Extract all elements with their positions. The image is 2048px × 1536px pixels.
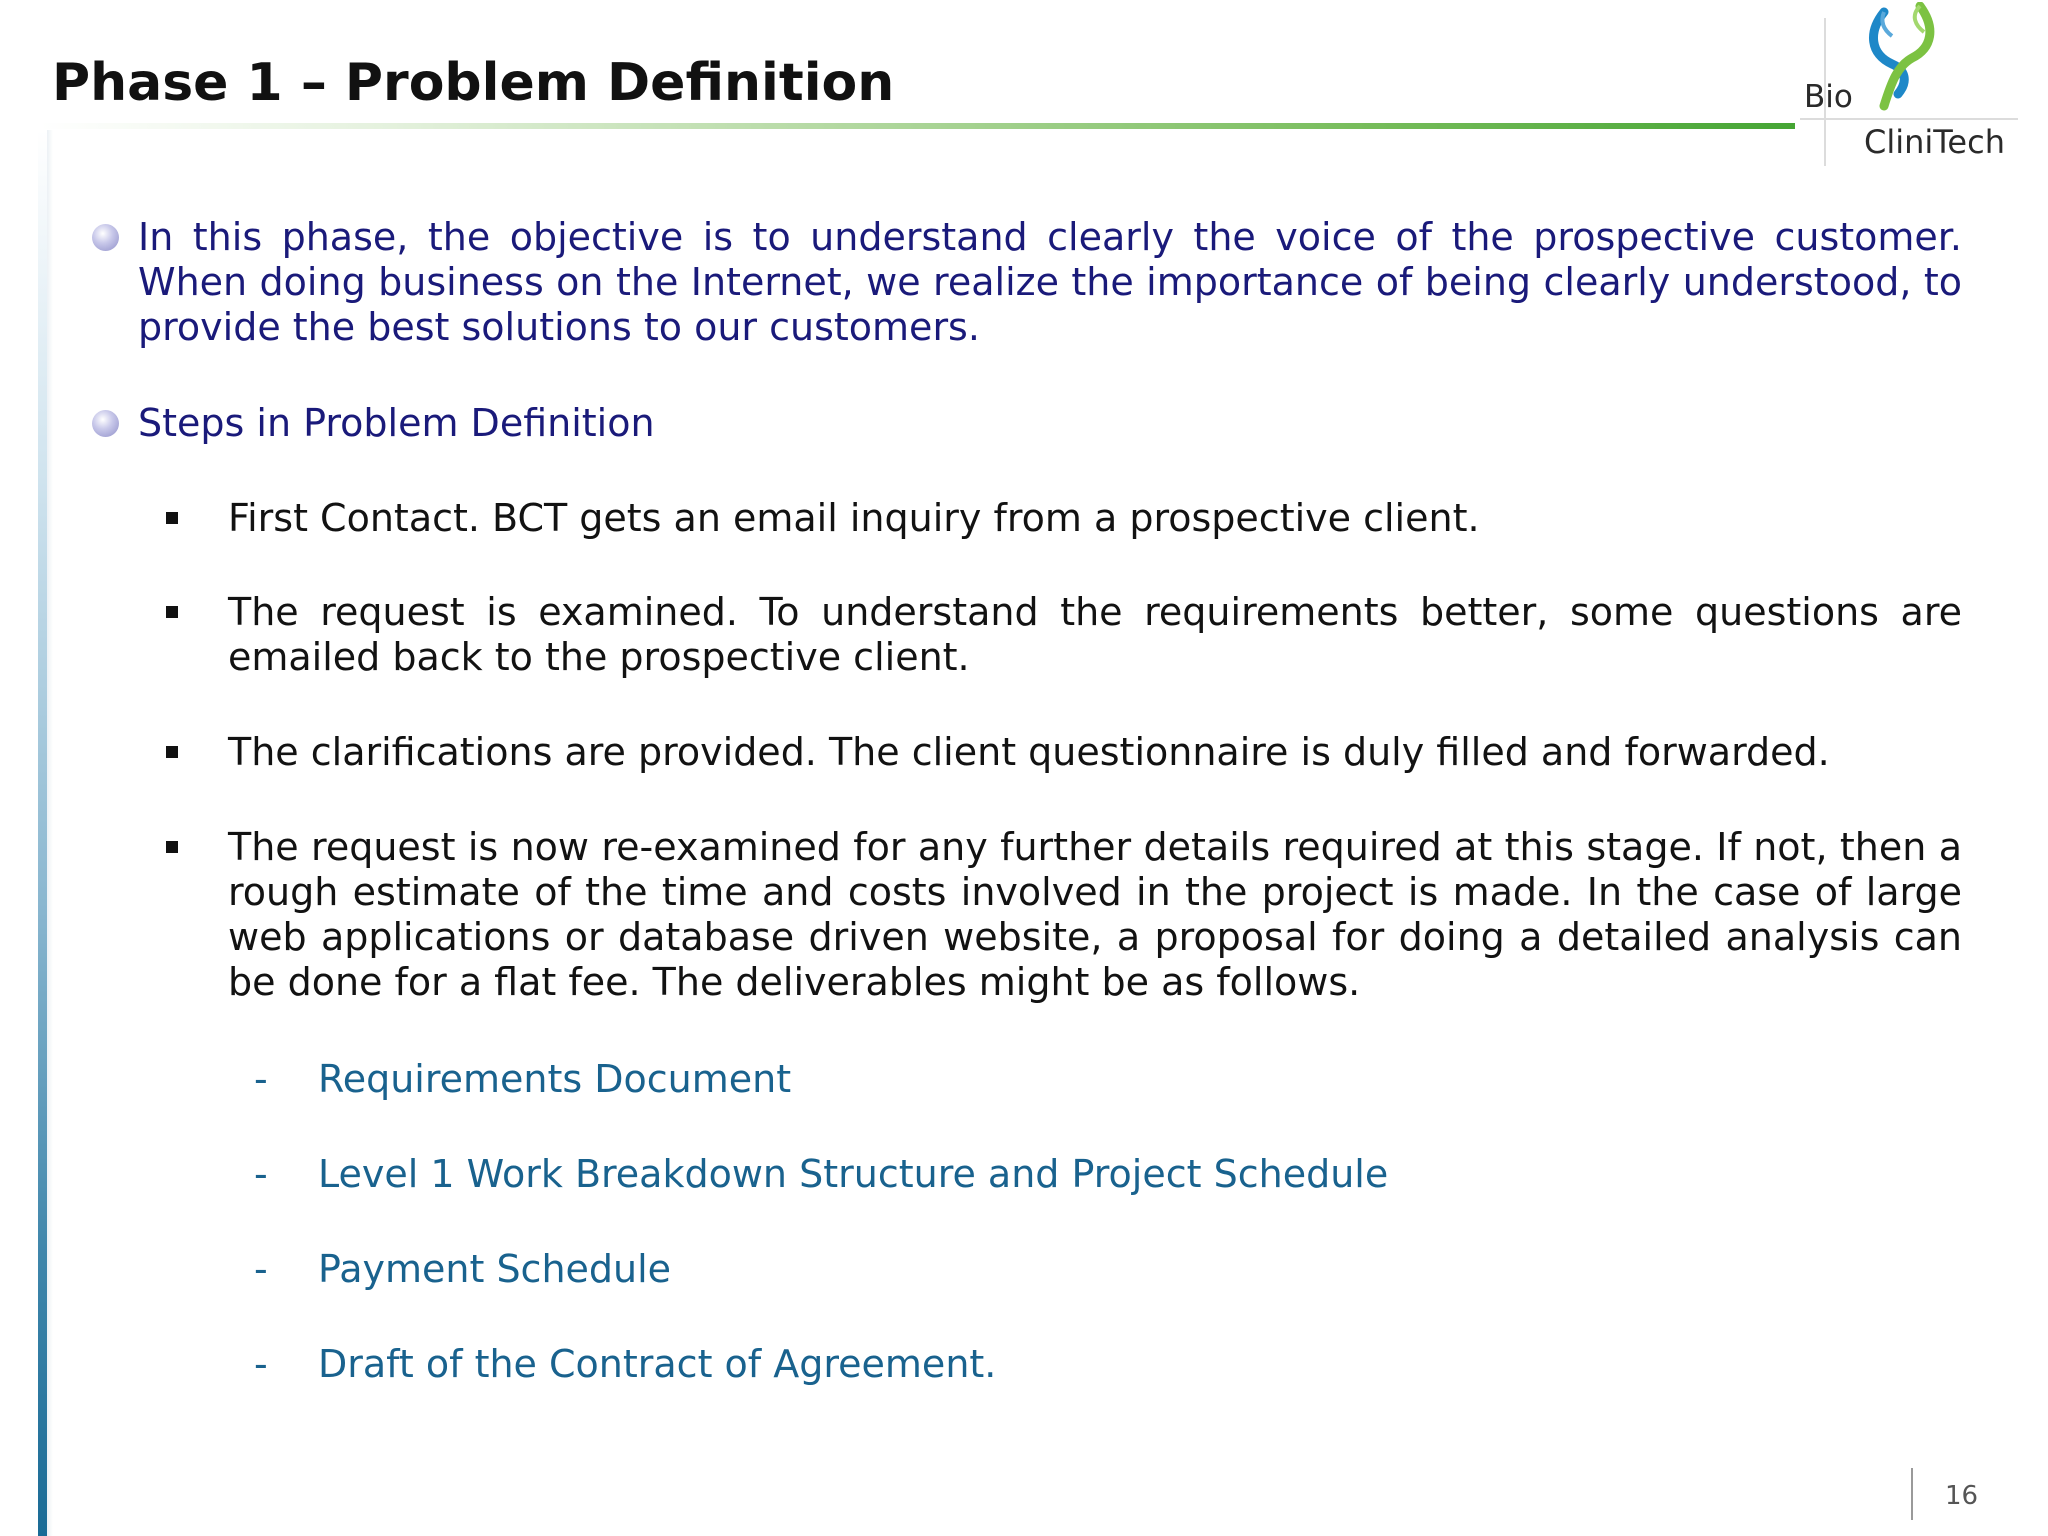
step-text: The request is examined. To understand the requirements better, some questions are emailed back to the prospective client. [228, 590, 1962, 679]
step-item [228, 590, 1962, 680]
square-bullet [166, 841, 178, 853]
slide-title: Phase 1 – Problem Definition [52, 53, 895, 113]
deliverable-text: Requirements Document [318, 1057, 792, 1101]
deliverable-item [318, 1247, 671, 1292]
logo-text-bio: Bio [1804, 79, 1853, 115]
page-number-divider [1911, 1468, 1913, 1520]
step-item [228, 825, 1962, 1005]
deliverable-item [318, 1057, 791, 1102]
step-text: First Contact. BCT gets an email inquiry from a prospective client. [228, 496, 1480, 540]
page-number: 16 [1945, 1481, 1979, 1511]
square-bullet [166, 606, 178, 618]
dash-bullet: - [254, 1342, 268, 1386]
dash-bullet: - [254, 1247, 268, 1291]
square-bullet [166, 512, 178, 524]
deliverable-text: Draft of the Contract of Agreement. [318, 1342, 997, 1386]
bullet-marker [92, 410, 119, 437]
dash-bullet: - [254, 1152, 268, 1196]
step-text: The clarifications are provided. The client questionnaire is duly filled and forwarded. [228, 730, 1830, 774]
bullet-marker [92, 224, 119, 251]
bullet-item [138, 401, 1962, 446]
deliverable-item [318, 1152, 1388, 1197]
step-text: The request is now re-examined for any further details required at this stage. If not, then a rough estimate of the time and costs involved in the project is made. In the case of large web applications or database driven website, a proposal for doing a detailed analysis can be done for a flat fee. The deliverables might be as follows. [228, 825, 1962, 1004]
deliverable-item [318, 1342, 996, 1387]
square-bullet [166, 746, 178, 758]
deliverable-text: Level 1 Work Breakdown Structure and Project Schedule [318, 1152, 1389, 1196]
logo-text-clinitech: CliniTech [1864, 123, 2005, 161]
bullet-text: In this phase, the objective is to understand clearly the voice of the prospective customer. When doing business on the Internet, we realize the importance of being clearly understood, to provide the best solutions to our customers. [138, 215, 1962, 349]
step-item [228, 496, 1962, 541]
bullet-text: Steps in Problem Definition [138, 401, 655, 445]
step-item [228, 730, 1962, 775]
deliverable-text: Payment Schedule [318, 1247, 672, 1291]
bullet-item [138, 215, 1962, 350]
dash-bullet: - [254, 1057, 268, 1101]
